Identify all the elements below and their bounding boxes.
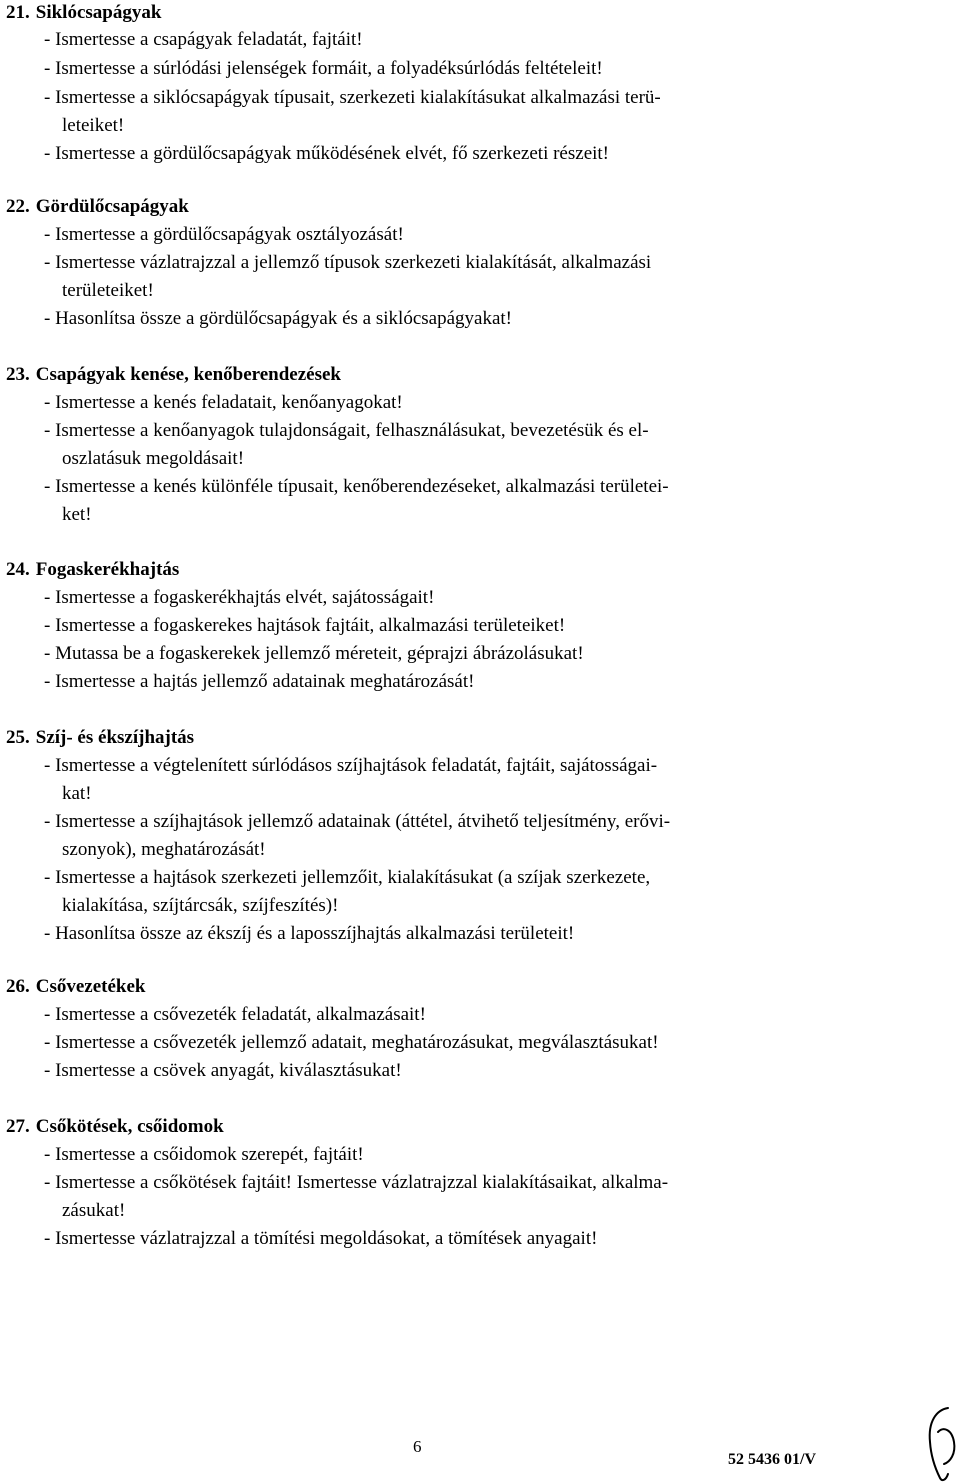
list-item: - Hasonlítsa össze a gördülőcsapágyak és a siklócsapágyakat!	[44, 308, 512, 329]
list-item: - Ismertesse a csővezeték feladatát, alkalmazásait!	[44, 1004, 426, 1025]
signature-mark	[918, 1402, 960, 1484]
list-item: - Ismertesse a végtelenített súrlódásos szíjhajtások feladatát, fajtáit, sajátosságai-	[44, 755, 658, 776]
section-number: 21.	[6, 2, 30, 23]
section-title: Csővezetékek	[35, 976, 146, 997]
list-item-continuation: területeiket!	[62, 280, 154, 301]
section-title: Csapágyak kenése, kenőberendezések	[35, 364, 341, 385]
list-item: - Ismertesse a csőkötések fajtáit! Ismertesse vázlatrajzzal kialakításaikat, alkalma-	[44, 1172, 669, 1193]
list-item: - Ismertesse a hajtások szerkezeti jellemzőit, kialakításukat (a szíjak szerkezete,	[44, 867, 651, 888]
list-item: - Ismertesse a kenés feladatait, kenőanyagokat!	[44, 392, 403, 413]
document-code: 52 5436 01/V	[728, 1451, 816, 1468]
section-title: Gördülőcsapágyak	[35, 196, 189, 217]
page-number: 6	[413, 1437, 422, 1456]
section-title: Siklócsapágyak	[35, 2, 162, 23]
list-item: - Ismertesse a fogaskerekes hajtások fajtáit, alkalmazási területeiket!	[44, 615, 566, 636]
section-number: 24.	[6, 559, 30, 580]
list-item: - Ismertesse a csövek anyagát, kiválasztásukat!	[44, 1060, 402, 1081]
list-item: - Mutassa be a fogaskerekek jellemző méreteit, géprajzi ábrázolásukat!	[44, 643, 584, 664]
section-number: 23.	[6, 364, 30, 385]
list-item-continuation: szonyok), meghatározását!	[62, 839, 266, 860]
list-item-continuation: kialakítása, szíjtárcsák, szíjfeszítés)!	[62, 895, 339, 916]
list-item-continuation: kat!	[62, 783, 92, 804]
list-item: - Ismertesse a szíjhajtások jellemző adatainak (áttétel, átvihető teljesítmény, erővi-	[44, 811, 671, 832]
section-heading	[6, 559, 179, 581]
list-item: - Ismertesse vázlatrajzzal a jellemző típusok szerkezeti kialakítását, alkalmazási	[44, 252, 652, 273]
list-item: - Ismertesse a csőidomok szerepét, fajtáit!	[44, 1144, 364, 1165]
list-item: - Ismertesse a kenés különféle típusait, kenőberendezéseket, alkalmazási területei-	[44, 476, 669, 497]
list-item: - Ismertesse a fogaskerékhajtás elvét, sajátosságait!	[44, 587, 435, 608]
section-title: Csőkötések, csőidomok	[35, 1116, 224, 1137]
section-heading	[6, 196, 189, 218]
section-heading	[6, 2, 161, 24]
section-heading	[6, 364, 341, 386]
list-item: - Ismertesse a gördülőcsapágyak működésének elvét, fő szerkezeti részeit!	[44, 143, 610, 164]
list-item-continuation: ket!	[62, 504, 92, 525]
list-item: - Ismertesse a csővezeték jellemző adatait, meghatározásukat, megválasztásukat!	[44, 1032, 659, 1053]
list-item: - Ismertesse a gördülőcsapágyak osztályozását!	[44, 224, 404, 245]
section-title: Szíj- és ékszíjhajtás	[35, 727, 195, 748]
section-heading	[6, 976, 146, 998]
section-heading	[6, 727, 194, 749]
list-item: - Ismertesse a csapágyak feladatát, fajtáit!	[44, 29, 363, 50]
section-title: Fogaskerékhajtás	[35, 559, 180, 580]
list-item: - Ismertesse a hajtás jellemző adatainak meghatározását!	[44, 671, 475, 692]
list-item: - Ismertesse a súrlódási jelenségek formáit, a folyadéksúrlódás feltételeit!	[44, 58, 603, 79]
section-number: 27.	[6, 1116, 30, 1137]
list-item: - Ismertesse vázlatrajzzal a tömítési megoldásokat, a tömítések anyagait!	[44, 1228, 598, 1249]
list-item: - Hasonlítsa össze az ékszíj és a laposszíjhajtás alkalmazási területeit!	[44, 923, 575, 944]
list-item-continuation: oszlatásuk megoldásait!	[62, 448, 245, 469]
section-number: 25.	[6, 727, 30, 748]
section-number: 26.	[6, 976, 30, 997]
list-item: - Ismertesse a siklócsapágyak típusait, szerkezeti kialakításukat alkalmazási terü-	[44, 87, 661, 108]
section-number: 22.	[6, 196, 30, 217]
list-item-continuation: zásukat!	[62, 1200, 126, 1221]
list-item: - Ismertesse a kenőanyagok tulajdonságait, felhasználásukat, bevezetésük és el-	[44, 420, 649, 441]
list-item-continuation: leteiket!	[62, 115, 125, 136]
section-heading	[6, 1116, 224, 1138]
